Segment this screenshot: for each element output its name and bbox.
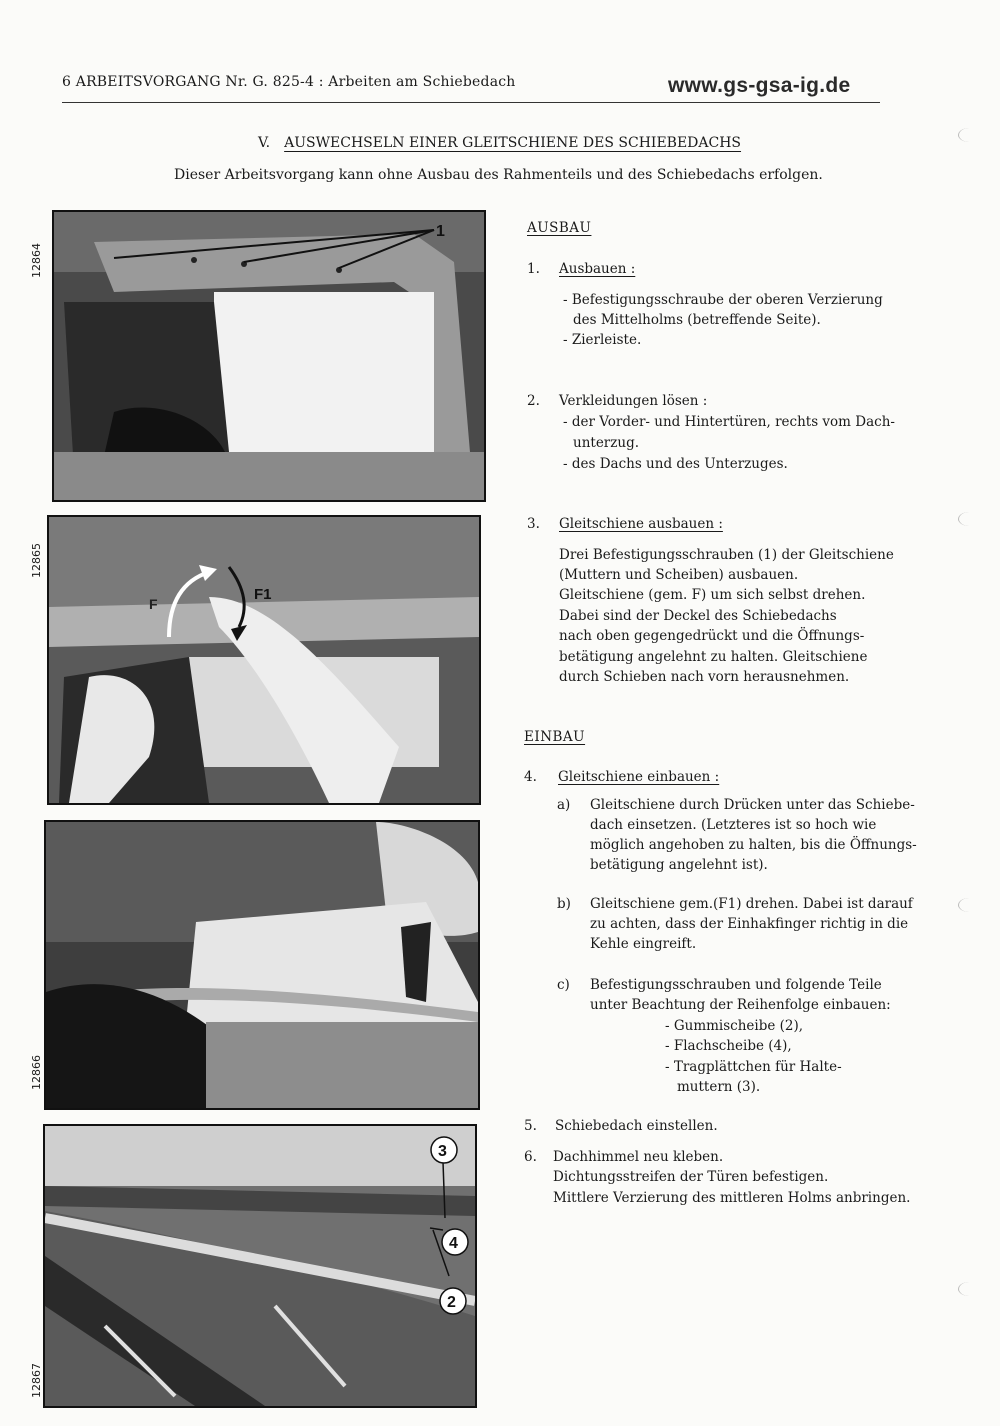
punch-hole-mark [958,1282,981,1296]
step3-line-1: Drei Befestigungsschrauben (1) der Gleitschiene [559,547,894,563]
section-title [258,135,741,151]
step6-number: 6. [524,1149,537,1165]
step1-line-1: - Befestigungsschraube der oberen Verzierung [563,292,883,308]
step4a-label: a) [557,797,571,813]
photo-rail-fastening-parts [43,1124,477,1408]
step2-line-2: unterzug. [573,435,639,451]
photo-insert-rail [44,820,480,1110]
step4-number: 4. [524,769,537,785]
section-intro: Dieser Arbeitsvorgang kann ohne Ausbau des Rahmenteils und des Schiebedachs erfolgen. [174,167,823,183]
figure-number-4: 12867 [30,1363,43,1398]
figure-number-1: 12864 [30,243,43,278]
step4a-line-4: betätigung angelehnt ist). [590,857,768,873]
step4c-item-4: muttern (3). [677,1079,761,1095]
step4-title: Gleitschiene einbauen : [558,769,720,785]
step4b-line-3: Kehle eingreift. [590,936,697,952]
step6-line-2: Dichtungsstreifen der Türen befestigen. [553,1169,829,1185]
step3-line-2: (Muttern und Scheiben) ausbauen. [559,567,799,583]
step4a-line-1: Gleitschiene durch Drücken unter das Schiebe- [590,797,915,813]
step4a-line-2: dach einsetzen. (Letzteres ist so hoch wie [590,817,877,833]
step6-line-3: Mittlere Verzierung des mittleren Holms anbringen. [553,1190,911,1206]
step3-number: 3. [527,516,540,532]
photo-roof-rail-screws [52,210,486,502]
section-heading: AUSWECHSELN EINER GLEITSCHIENE DES SCHIEBEDACHS [284,135,742,151]
step3-line-6: betätigung angelehnt zu halten. Gleitschiene [559,649,868,665]
photo4-callout-4: 4 [449,1235,458,1252]
punch-hole-mark [958,512,981,526]
step2-line-3: - des Dachs und des Unterzuges. [563,456,788,472]
website-url: www.gs-gsa-ig.de [668,74,851,97]
punch-hole-mark [958,898,981,912]
step3-line-7: durch Schieben nach vorn herausnehmen. [559,669,850,685]
step4b-line-2: zu achten, dass der Einhakfinger richtig in die [590,916,909,932]
step3-line-4: Dabei sind der Deckel des Schiebedachs [559,608,837,624]
step4c-item-1: - Gummischeibe (2), [665,1018,804,1034]
step2-line-1: - der Vorder- und Hintertüren, rechts vom Dach- [563,414,895,430]
section-number: V. [258,135,271,151]
step3-line-3: Gleitschiene (gem. F) um sich selbst drehen. [559,587,866,603]
step5-number: 5. [524,1118,537,1134]
photo2-callout-f: F [149,596,158,612]
page-header: 6 ARBEITSVORGANG Nr. G. 825-4 : Arbeiten am Schiebedach [62,74,516,90]
step5-text: Schiebedach einstellen. [555,1118,718,1134]
step3-title: Gleitschiene ausbauen : [559,516,723,532]
photo4-callout-3: 3 [438,1143,447,1160]
photo1-callout-1: 1 [436,223,445,240]
step1-line-2: des Mittelholms (betreffende Seite). [573,312,821,328]
step4c-item-2: - Flachscheibe (4), [665,1038,792,1054]
figure-number-3: 12866 [30,1055,43,1090]
step3-line-5: nach oben gegengedrückt und die Öffnungs- [559,628,865,644]
step4a-line-3: möglich angehoben zu halten, bis die Öffnungs- [590,837,917,853]
step4b-label: b) [557,896,571,912]
step1-line-3: - Zierleiste. [563,332,642,348]
step4c-label: c) [557,977,570,993]
einbau-heading: EINBAU [524,729,586,745]
step1-title: Ausbauen : [559,261,636,277]
step1-number: 1. [527,261,540,277]
ausbau-heading: AUSBAU [527,220,592,236]
step4c-line-2: unter Beachtung der Reihenfolge einbauen: [590,997,891,1013]
step4c-item-3: - Tragplättchen für Halte- [665,1059,842,1075]
step2-number: 2. [527,393,540,409]
step2-title: Verkleidungen lösen : [559,393,708,409]
photo4-callout-2: 2 [447,1294,456,1311]
figure-number-2: 12865 [30,543,43,578]
step4b-line-1: Gleitschiene gem.(F1) drehen. Dabei ist darauf [590,896,913,912]
step6-line-1: Dachhimmel neu kleben. [553,1149,724,1165]
photo-rotate-rail [47,515,481,805]
punch-hole-mark [958,128,981,142]
photo2-callout-f1: F1 [254,586,272,603]
header-divider [62,102,880,103]
step4c-line-1: Befestigungsschrauben und folgende Teile [590,977,882,993]
